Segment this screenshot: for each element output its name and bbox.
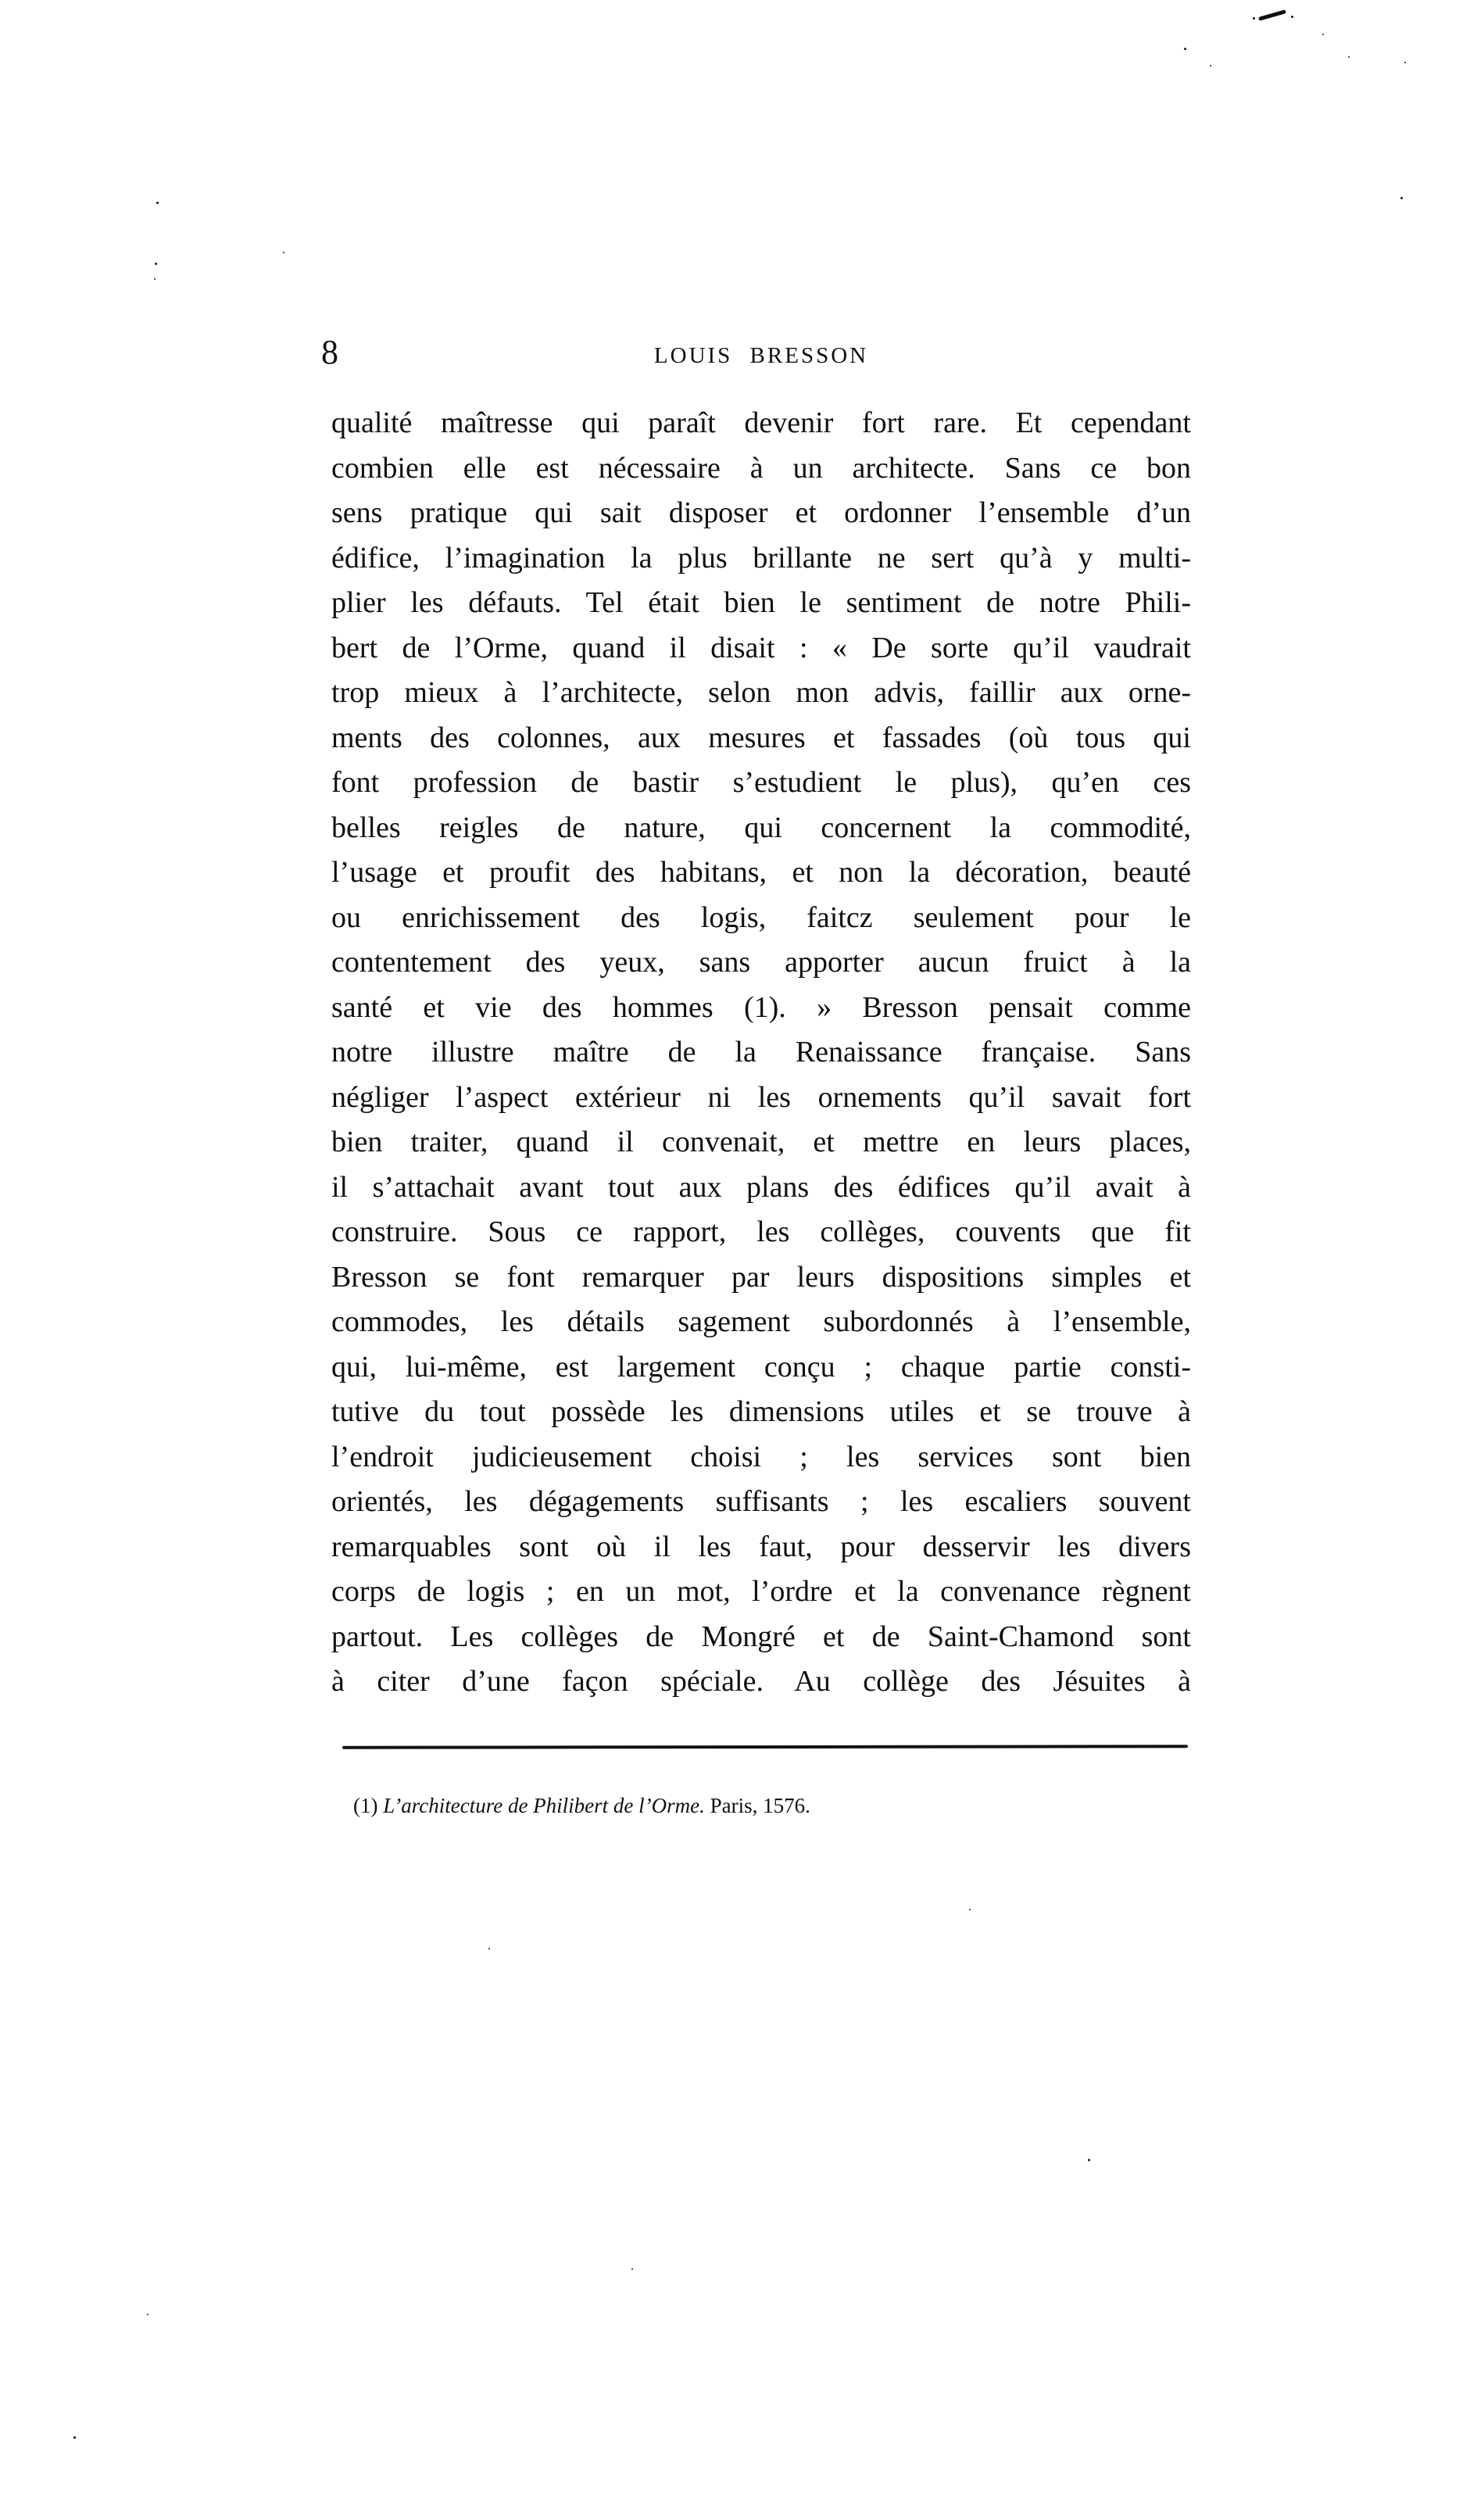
scan-speck (1088, 2159, 1090, 2161)
body-line: édifice, l’imagination la plus brillante ne sert qu’à y multi- (331, 541, 1191, 575)
body-line: belles reigles de nature, qui concernent la commodité, (331, 811, 1191, 844)
body-line: remarquables sont où il les faut, pour desservir les divers (331, 1530, 1191, 1563)
scan-speck (73, 2436, 76, 2439)
body-line: plier les défauts. Tel était bien le sentiment de notre Phili- (331, 586, 1191, 619)
footnote-marker: (1) (353, 1794, 378, 1817)
scan-speck (1404, 62, 1406, 63)
body-line: bert de l’Orme, quand il disait : « De sorte qu’il vaudrait (331, 631, 1191, 664)
body-line: trop mieux à l’architecte, selon mon advis, faillir aux orne- (331, 676, 1191, 709)
footnote-separator (342, 1745, 1188, 1749)
body-line: qualité maîtresse qui paraît devenir fort rare. Et cependant (331, 406, 1191, 439)
body-line: contentement des yeux, sans apporter aucun fruict à la (331, 946, 1191, 979)
scan-speck (1322, 34, 1324, 35)
scan-speck (1291, 16, 1293, 18)
scan-speck (147, 2314, 148, 2315)
footnote-title: L’architecture de Philibert de l’Orme. (383, 1794, 705, 1817)
body-line: orientés, les dégagements suffisants ; les escaliers souvent (331, 1485, 1191, 1518)
scan-speck (154, 278, 156, 280)
scan-speck (1210, 65, 1211, 66)
body-line: ments des colonnes, aux mesures et fassades (où tous qui (331, 721, 1191, 754)
scan-speck (631, 2268, 633, 2270)
body-line: sens pratique qui sait disposer et ordonner l’ensemble d’un (331, 496, 1191, 529)
body-line: ou enrichissement des logis, faitcz seulement pour le (331, 900, 1191, 934)
body-line: l’usage et proufit des habitans, et non la décoration, beauté (331, 856, 1191, 889)
body-line: santé et vie des hommes (1). » Bresson pensait comme (331, 990, 1191, 1024)
pen-stroke-mark (1258, 9, 1286, 21)
body-line: notre illustre maître de la Renaissance française. Sans (331, 1036, 1191, 1068)
scan-speck (1184, 48, 1186, 50)
scan-speck (155, 263, 157, 265)
body-line: commodes, les détails sagement subordonnés à l’ensemble, (331, 1305, 1191, 1338)
scan-speck (283, 252, 284, 253)
body-line: qui, lui-même, est largement conçu ; chaque partie consti- (331, 1350, 1191, 1383)
scan-speck (969, 1909, 971, 1910)
scan-speck (488, 1948, 490, 1949)
body-line: à citer d’une façon spéciale. Au collège des Jésuites à (331, 1665, 1191, 1698)
scan-speck (1400, 197, 1403, 199)
body-line: bien traiter, quand il convenait, et mettre en leurs places, (331, 1126, 1191, 1158)
body-line: partout. Les collèges de Mongré et de Saint-Chamond sont (331, 1620, 1191, 1653)
body-line: construire. Sous ce rapport, les collèges, couvents que fit (331, 1215, 1191, 1248)
body-line: l’endroit judicieusement choisi ; les services sont bien (331, 1440, 1191, 1473)
footnote-tail: Paris, 1576. (710, 1794, 810, 1817)
body-line: négliger l’aspect extérieur ni les ornements qu’il savait fort (331, 1080, 1191, 1114)
body-line: Bresson se font remarquer par leurs dispositions simples et (331, 1260, 1191, 1294)
body-line: font profession de bastir s’estudient le plus), qu’en ces (331, 766, 1191, 799)
scan-speck (1348, 56, 1350, 58)
footnote (353, 1790, 1191, 1821)
body-line: corps de logis ; en un mot, l’ordre et la convenance règnent (331, 1575, 1191, 1608)
running-head: LOUIS BRESSON (653, 343, 869, 368)
body-line: tutive du tout possède les dimensions utiles et se trouve à (331, 1395, 1191, 1428)
body-line: combien elle est nécessaire à un architecte. Sans ce bon (331, 451, 1191, 485)
body-line: il s’attachait avant tout aux plans des édifices qu’il avait à (331, 1170, 1191, 1204)
body-text (331, 401, 1191, 1705)
page-number: 8 (321, 333, 338, 371)
scan-speck (156, 202, 159, 204)
scan-speck (1253, 17, 1255, 20)
